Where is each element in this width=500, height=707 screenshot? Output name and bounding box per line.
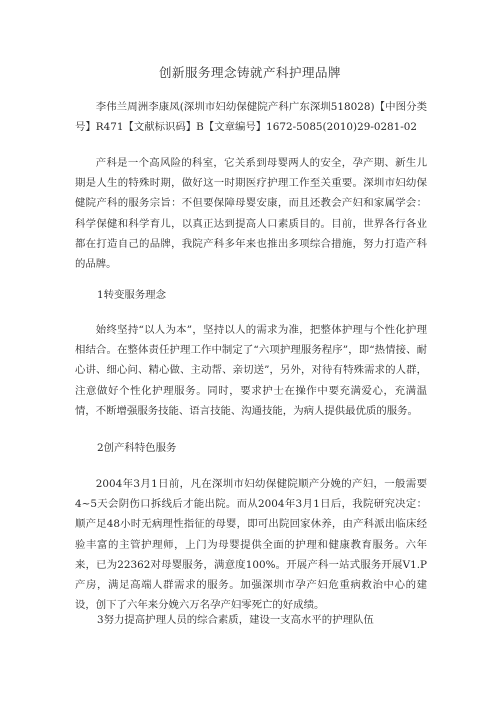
- author-affiliation-block: 李伟兰周洲李康凤(深圳市妇幼保健院产科广东深圳518028)【中图分类号】R471【文献标识码】B【文章编号】1672-5085(2010)29-0281-02: [75, 101, 427, 134]
- section-heading-3: 3努力提高护理人员的综合素质，建设一支高水平的护理队伍: [97, 614, 374, 626]
- paper-title: 创新服务理念铸就产科护理品牌: [158, 65, 341, 80]
- section-heading-2: 2创产科特色服务: [97, 442, 177, 454]
- intro-paragraph: 产科是一个高风险的科室，它关系到母婴两人的安全，孕产期、新生儿期是人生的特殊时期，做好这一时期医疗护理工作至关重要。深圳市妇幼保健院产科的服务宗旨：不但要保障母婴安康，而且还教会产妇和家属学会：科学保健和科学育儿，以真正达到提高人口素质目的。目前，世界各行各业都在打造自己的品牌，我院产科多年来也推出多项综合措施，努力打造产科的品牌。: [75, 157, 427, 271]
- section-body-1: 始终坚持“以人为本”，坚持以人的需求为准，把整体护理与个性化护理相结合。在整体责任护理工作中制定了“六项护理服务程序”，即“热情接、耐心讲、细心问、精心做、主动帮、亲切送”，另外，对待有特殊需求的人群，注意做好个性化护理服务。同时，要求护士在操作中要充满爱心，充满温情，不断增强服务技能、语言技能、沟通技能，为病人提供最优质的服务。: [75, 324, 427, 417]
- section-heading-1: 1转变服务理念: [97, 289, 166, 301]
- section-body-2: 2004年3月1日前，凡在深圳市妇幼保健院顺产分娩的产妇，一般需要4~5天会阴伤口拆线后才能出院。而从2004年3月1日后，我院研究决定：顺产足48小时无病理性指征的母婴，即可出院回家休养，由产科派出临床经验丰富的主管护理师，上门为母婴提供全面的护理和健康教育服务。六年来，已为22362对母婴服务，满意度100%。开展产科一站式服务开展V1.P产房，满足高端人群需求的服务。加强深圳市孕产妇危重病救治中心的建设，创下了六年来分娩六万名孕产妇零死亡的好成绩。: [75, 478, 427, 612]
